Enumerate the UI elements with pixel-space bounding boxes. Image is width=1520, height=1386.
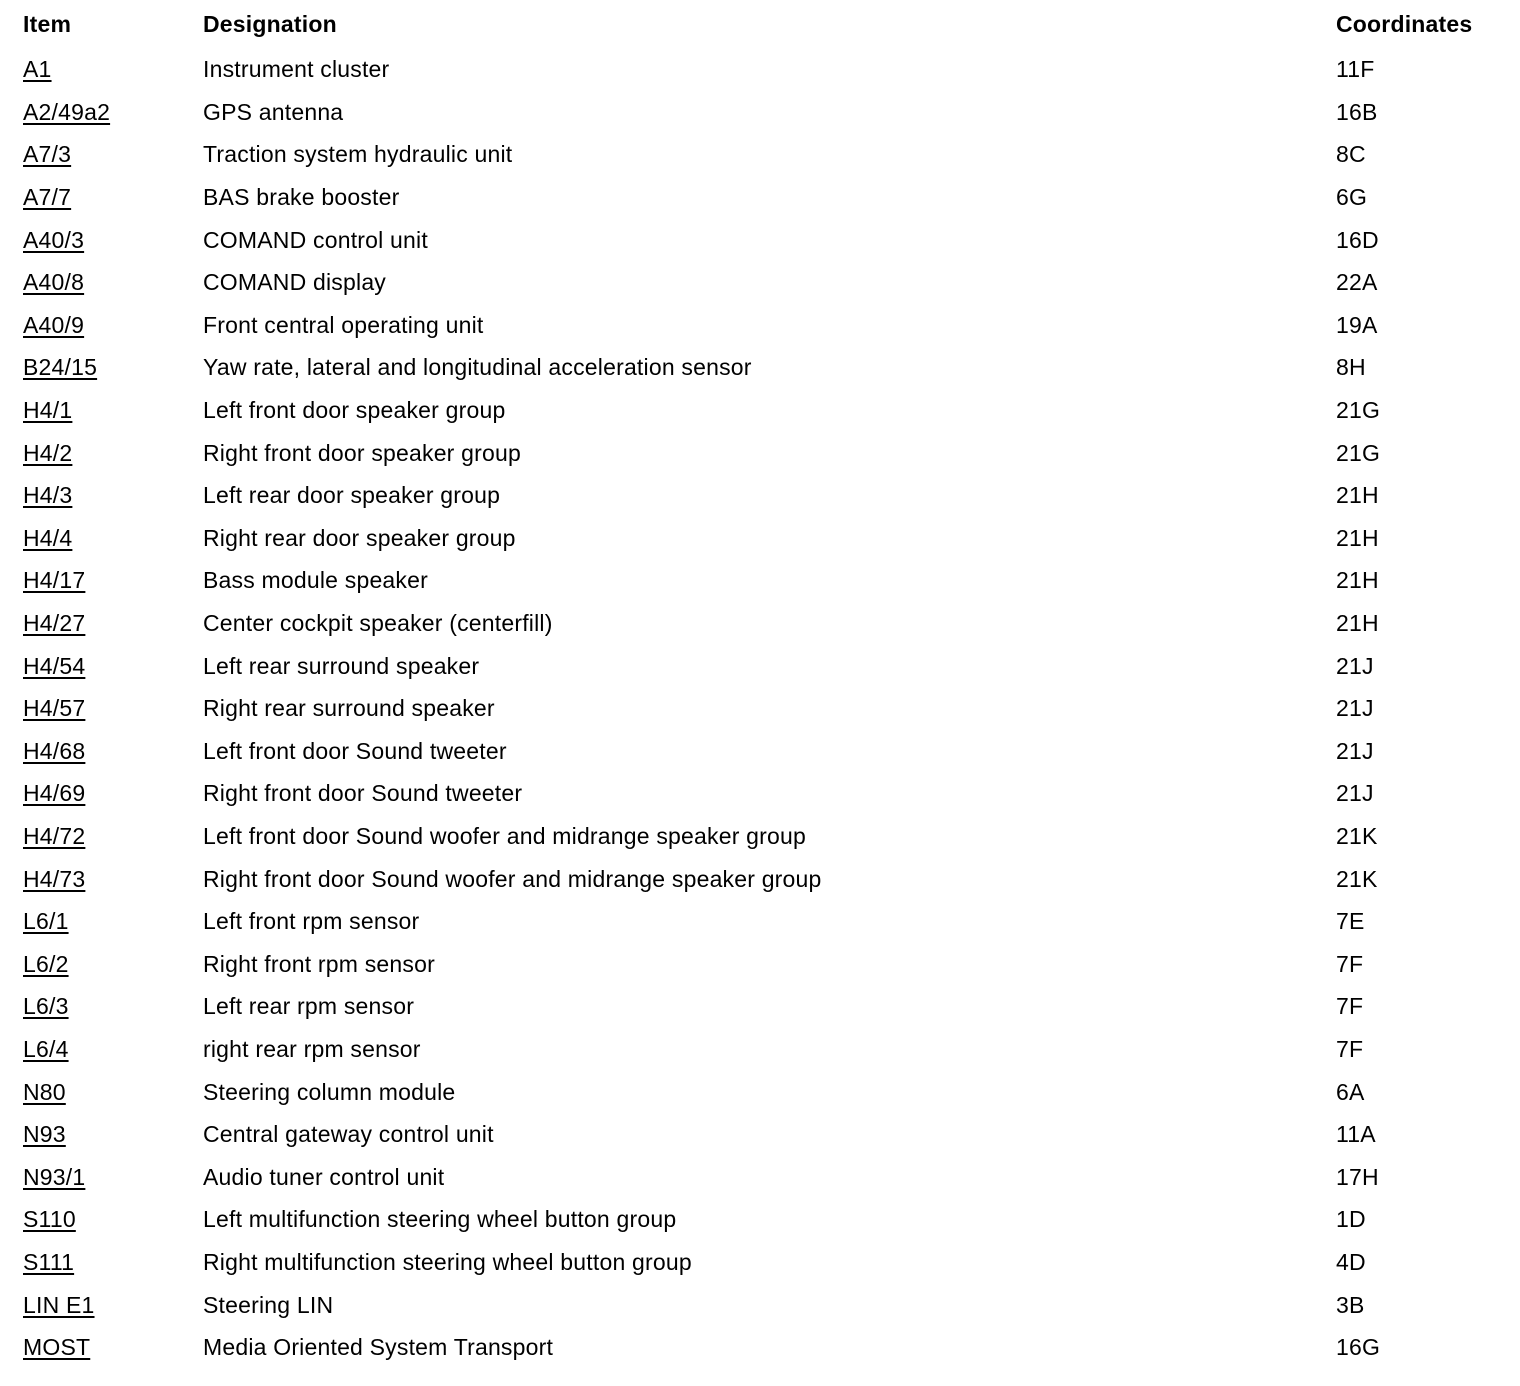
item-link[interactable]: L6/1: [23, 908, 69, 935]
table-row: [0, 1155, 1520, 1198]
coordinates-text: 4D: [1336, 1248, 1366, 1275]
table-row: [0, 389, 1520, 432]
coordinates-text: 21K: [1336, 865, 1378, 892]
coordinates-text: 11A: [1336, 1121, 1376, 1148]
table-row: [0, 431, 1520, 474]
designation-text: Left multifunction steering wheel button group: [203, 1206, 677, 1233]
designation-text: GPS antenna: [203, 98, 344, 125]
designation-text: Media Oriented System Transport: [203, 1334, 554, 1361]
item-link[interactable]: H4/57: [23, 695, 86, 722]
item-link[interactable]: H4/69: [23, 780, 86, 807]
item-link[interactable]: A7/7: [23, 184, 72, 211]
coordinates-text: 21J: [1336, 695, 1374, 722]
item-link[interactable]: B24/15: [23, 354, 98, 381]
item-link[interactable]: H4/17: [23, 567, 86, 594]
designation-text: Center cockpit speaker (centerfill): [203, 610, 553, 637]
table-row: [0, 815, 1520, 858]
item-link[interactable]: LIN E1: [23, 1291, 95, 1318]
table-body: [0, 48, 1520, 1368]
designation-text: Left front door speaker group: [203, 397, 506, 424]
table-row: [0, 91, 1520, 134]
item-link[interactable]: H4/72: [23, 822, 86, 849]
designation-text: Right front door speaker group: [203, 439, 521, 466]
coordinates-text: 21K: [1336, 822, 1378, 849]
coordinates-text: 16D: [1336, 226, 1379, 253]
coordinates-text: 7F: [1336, 1035, 1364, 1062]
designation-text: Left rear rpm sensor: [203, 993, 415, 1020]
item-link[interactable]: A7/3: [23, 141, 72, 168]
designation-text: Bass module speaker: [203, 567, 428, 594]
designation-text: Front central operating unit: [203, 311, 484, 338]
item-link[interactable]: H4/4: [23, 524, 73, 551]
table-row: [0, 687, 1520, 730]
item-link[interactable]: N93: [23, 1121, 66, 1148]
table-row: [0, 218, 1520, 261]
designation-text: Steering column module: [203, 1078, 456, 1105]
designation-text: Left front door Sound woofer and midrange speaker group: [203, 822, 806, 849]
coordinates-text: 8H: [1336, 354, 1366, 381]
coordinates-text: 1D: [1336, 1206, 1366, 1233]
item-link[interactable]: N80: [23, 1078, 66, 1105]
item-link[interactable]: A40/8: [23, 269, 85, 296]
coordinates-text: 19A: [1336, 311, 1378, 338]
coordinates-text: 7E: [1336, 908, 1365, 935]
table-row: [0, 261, 1520, 304]
coordinates-text: 21G: [1336, 397, 1381, 424]
table-row: [0, 900, 1520, 943]
designation-text: Steering LIN: [203, 1291, 334, 1318]
table-row: [0, 602, 1520, 645]
coordinates-text: 3B: [1336, 1291, 1365, 1318]
designation-text: Right front door Sound woofer and midrange speaker group: [203, 865, 822, 892]
designation-text: Central gateway control unit: [203, 1121, 494, 1148]
designation-text: Traction system hydraulic unit: [203, 141, 513, 168]
designation-text: Yaw rate, lateral and longitudinal acceleration sensor: [203, 354, 752, 381]
coordinates-text: 7F: [1336, 950, 1364, 977]
designation-text: Left front rpm sensor: [203, 908, 420, 935]
item-link[interactable]: L6/3: [23, 993, 69, 1020]
item-link[interactable]: H4/68: [23, 737, 86, 764]
coordinates-text: 21H: [1336, 567, 1379, 594]
coordinates-text: 21J: [1336, 780, 1374, 807]
item-link[interactable]: N93/1: [23, 1163, 86, 1190]
table-row: [0, 1241, 1520, 1284]
table-row: [0, 772, 1520, 815]
table-row: [0, 857, 1520, 900]
table-row: [0, 176, 1520, 219]
coordinates-text: 21H: [1336, 482, 1379, 509]
designation-text: BAS brake booster: [203, 184, 400, 211]
table-row: [0, 346, 1520, 389]
item-link[interactable]: A2/49a2: [23, 98, 111, 125]
table-row: [0, 48, 1520, 91]
item-link[interactable]: H4/1: [23, 397, 73, 424]
item-link[interactable]: H4/27: [23, 610, 86, 637]
designation-text: Instrument cluster: [203, 56, 390, 83]
table-row: [0, 133, 1520, 176]
table-row: [0, 730, 1520, 773]
item-link[interactable]: MOST: [23, 1334, 91, 1361]
item-link[interactable]: H4/54: [23, 652, 86, 679]
designation-text: Left front door Sound tweeter: [203, 737, 507, 764]
coordinates-text: 8C: [1336, 141, 1366, 168]
coordinates-text: 21G: [1336, 439, 1381, 466]
item-link[interactable]: H4/3: [23, 482, 73, 509]
header-coordinates: Coordinates: [1336, 11, 1473, 37]
item-link[interactable]: A40/9: [23, 311, 85, 338]
coordinates-text: 21H: [1336, 524, 1379, 551]
coordinates-text: 21J: [1336, 737, 1374, 764]
item-link[interactable]: S111: [23, 1248, 75, 1275]
table-row: [0, 517, 1520, 560]
designation-text: COMAND control unit: [203, 226, 428, 253]
item-link[interactable]: A1: [23, 56, 52, 83]
designation-text: right rear rpm sensor: [203, 1035, 421, 1062]
table-row: [0, 942, 1520, 985]
table-row: [0, 559, 1520, 602]
coordinates-text: 6G: [1336, 184, 1368, 211]
table-row: [0, 985, 1520, 1028]
coordinates-text: 22A: [1336, 269, 1378, 296]
designation-text: Right front door Sound tweeter: [203, 780, 523, 807]
designation-text: Left rear surround speaker: [203, 652, 480, 679]
table-row: [0, 474, 1520, 517]
coordinates-text: 6A: [1336, 1078, 1365, 1105]
item-link[interactable]: H4/73: [23, 865, 86, 892]
item-link[interactable]: L6/4: [23, 1035, 69, 1062]
coordinates-text: 11F: [1336, 56, 1375, 83]
item-link[interactable]: H4/2: [23, 439, 73, 466]
coordinates-text: 16B: [1336, 98, 1378, 125]
item-link[interactable]: A40/3: [23, 226, 85, 253]
designation-text: Right rear surround speaker: [203, 695, 495, 722]
table-header-row: [0, 0, 1520, 48]
designation-text: Right multifunction steering wheel button group: [203, 1248, 692, 1275]
coordinates-text: 21J: [1336, 652, 1374, 679]
item-link[interactable]: L6/2: [23, 950, 69, 977]
table-row: [0, 1326, 1520, 1369]
designation-text: Right front rpm sensor: [203, 950, 435, 977]
designation-text: Right rear door speaker group: [203, 524, 516, 551]
table-row: [0, 1283, 1520, 1326]
item-link[interactable]: S110: [23, 1206, 76, 1233]
coordinates-text: 16G: [1336, 1334, 1381, 1361]
table-row: [0, 1113, 1520, 1156]
coordinates-text: 7F: [1336, 993, 1364, 1020]
table-row: [0, 1070, 1520, 1113]
table-row: [0, 304, 1520, 347]
designation-text: Left rear door speaker group: [203, 482, 501, 509]
designation-text: Audio tuner control unit: [203, 1163, 445, 1190]
table-row: [0, 1198, 1520, 1241]
header-item: Item: [23, 11, 72, 37]
designation-text: COMAND display: [203, 269, 387, 296]
header-designation: Designation: [203, 11, 337, 37]
coordinates-text: 21H: [1336, 610, 1379, 637]
coordinates-text: 17H: [1336, 1163, 1379, 1190]
table-row: [0, 644, 1520, 687]
table-row: [0, 1028, 1520, 1071]
